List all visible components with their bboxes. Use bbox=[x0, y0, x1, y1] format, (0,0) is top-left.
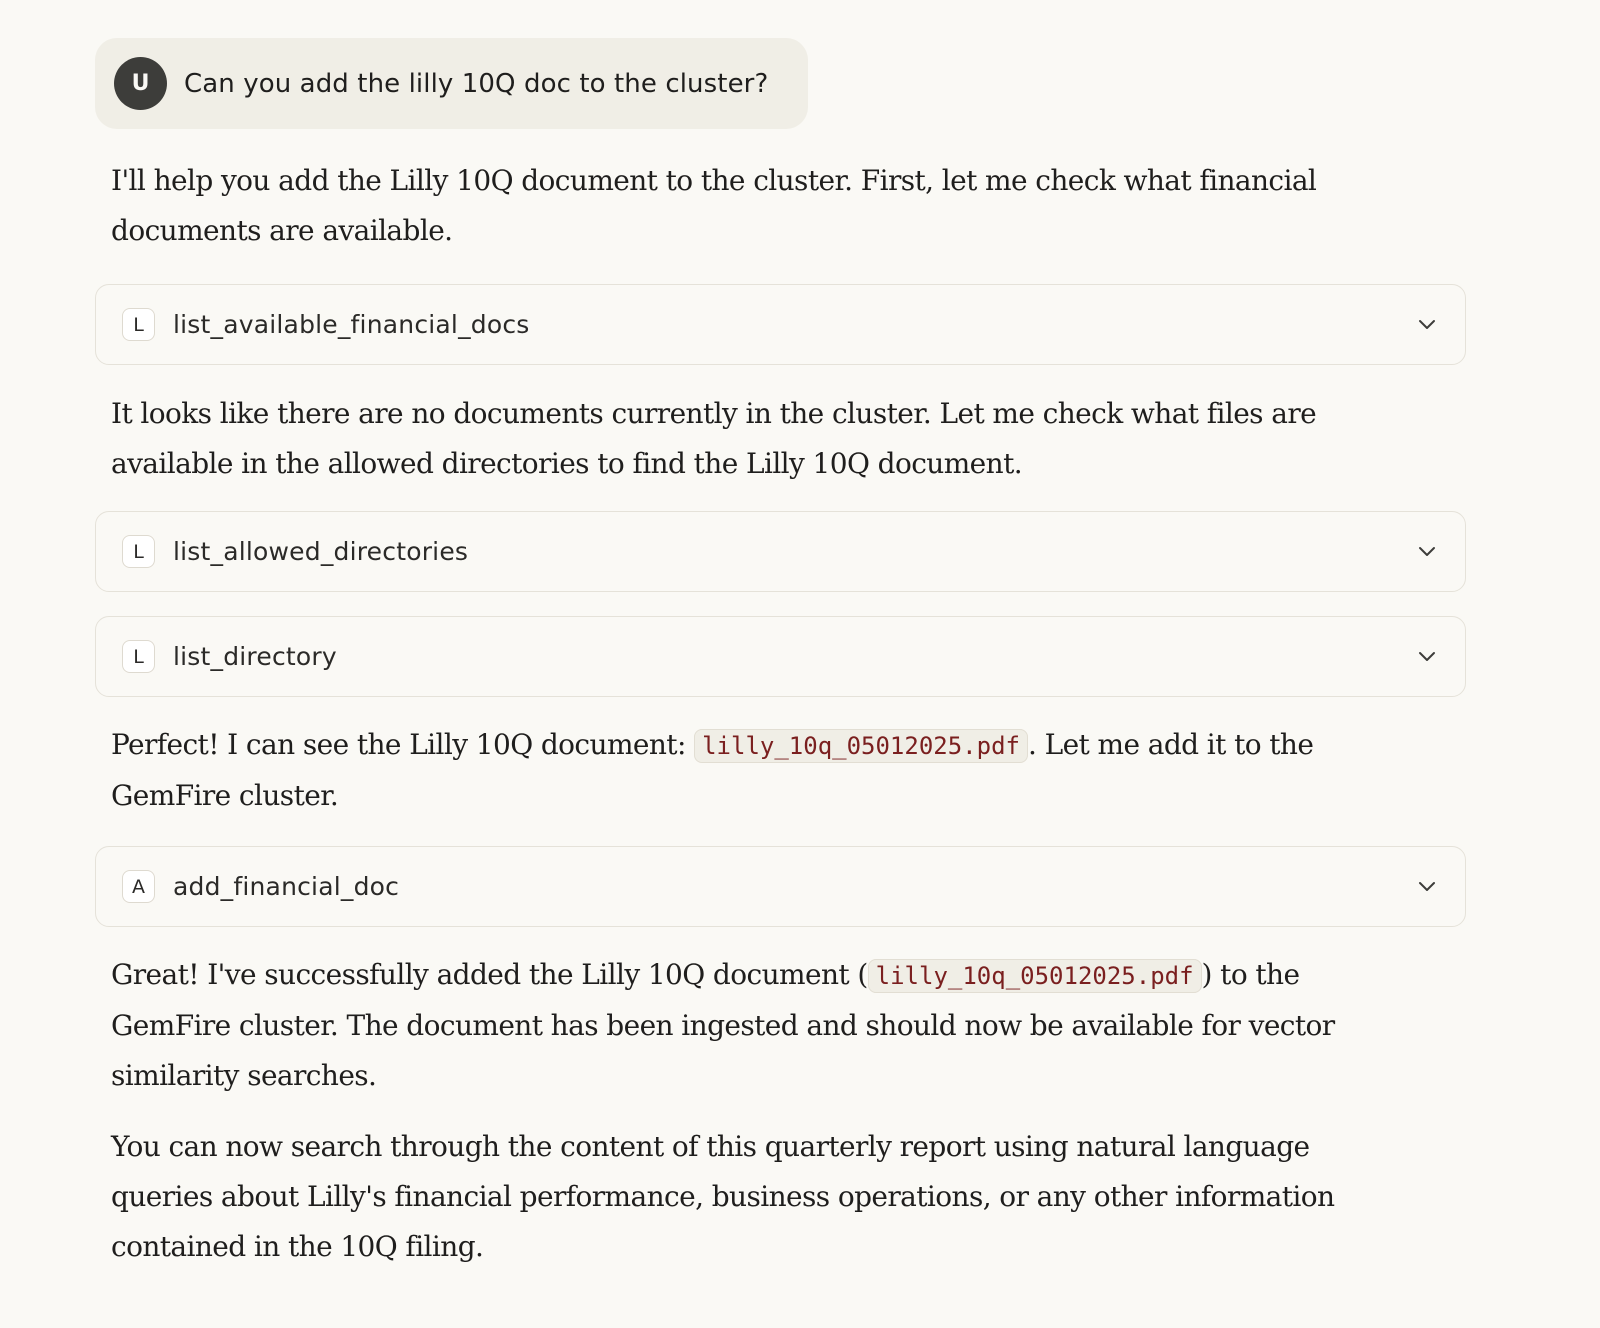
tool-badge: L bbox=[122, 535, 155, 568]
paragraph-text: . Let me add it to the GemFire cluster. bbox=[111, 728, 1314, 812]
tool-name: list_available_financial_docs bbox=[173, 310, 530, 339]
inline-code-filename: lilly_10q_05012025.pdf bbox=[694, 729, 1028, 763]
chevron-down-icon[interactable] bbox=[1415, 312, 1439, 336]
assistant-paragraph bbox=[111, 950, 1371, 1101]
tool-name: list_directory bbox=[173, 642, 337, 671]
assistant-paragraph bbox=[111, 720, 1371, 821]
chevron-down-icon[interactable] bbox=[1415, 644, 1439, 668]
tool-name: list_allowed_directories bbox=[173, 537, 469, 566]
paragraph-text: Perfect! I can see the Lilly 10Q document: bbox=[111, 728, 695, 761]
inline-code-filename: lilly_10q_05012025.pdf bbox=[868, 959, 1202, 993]
user-avatar: U bbox=[114, 57, 167, 110]
user-message bbox=[95, 38, 808, 129]
paragraph-text: ) to the GemFire cluster. The document has been ingested and should now be available for vector similarity searches. bbox=[111, 958, 1335, 1092]
tool-call-list-allowed-directories[interactable] bbox=[95, 511, 1466, 592]
tool-badge: A bbox=[122, 870, 155, 903]
tool-name: add_financial_doc bbox=[173, 872, 400, 901]
chevron-down-icon[interactable] bbox=[1415, 874, 1439, 898]
tool-badge: L bbox=[122, 308, 155, 341]
paragraph-text: Great! I've successfully added the Lilly 10Q document ( bbox=[111, 958, 868, 991]
tool-call-add-financial-doc[interactable] bbox=[95, 846, 1466, 927]
tool-badge: L bbox=[122, 640, 155, 673]
assistant-paragraph: You can now search through the content of this quarterly report using natural language queries about Lilly's financial performance, business operations, or any other information contained in the 10Q filing. bbox=[111, 1130, 1335, 1263]
tool-call-list-directory[interactable] bbox=[95, 616, 1466, 697]
user-message-text: Can you add the lilly 10Q doc to the cluster? bbox=[184, 68, 769, 99]
assistant-paragraph: It looks like there are no documents currently in the cluster. Let me check what files are available in the allowed directories to find the Lilly 10Q document. bbox=[111, 397, 1317, 480]
assistant-paragraph: I'll help you add the Lilly 10Q document to the cluster. First, let me check what financial documents are available. bbox=[111, 164, 1317, 247]
tool-call-list-available-financial-docs[interactable] bbox=[95, 284, 1466, 365]
chevron-down-icon[interactable] bbox=[1415, 539, 1439, 563]
